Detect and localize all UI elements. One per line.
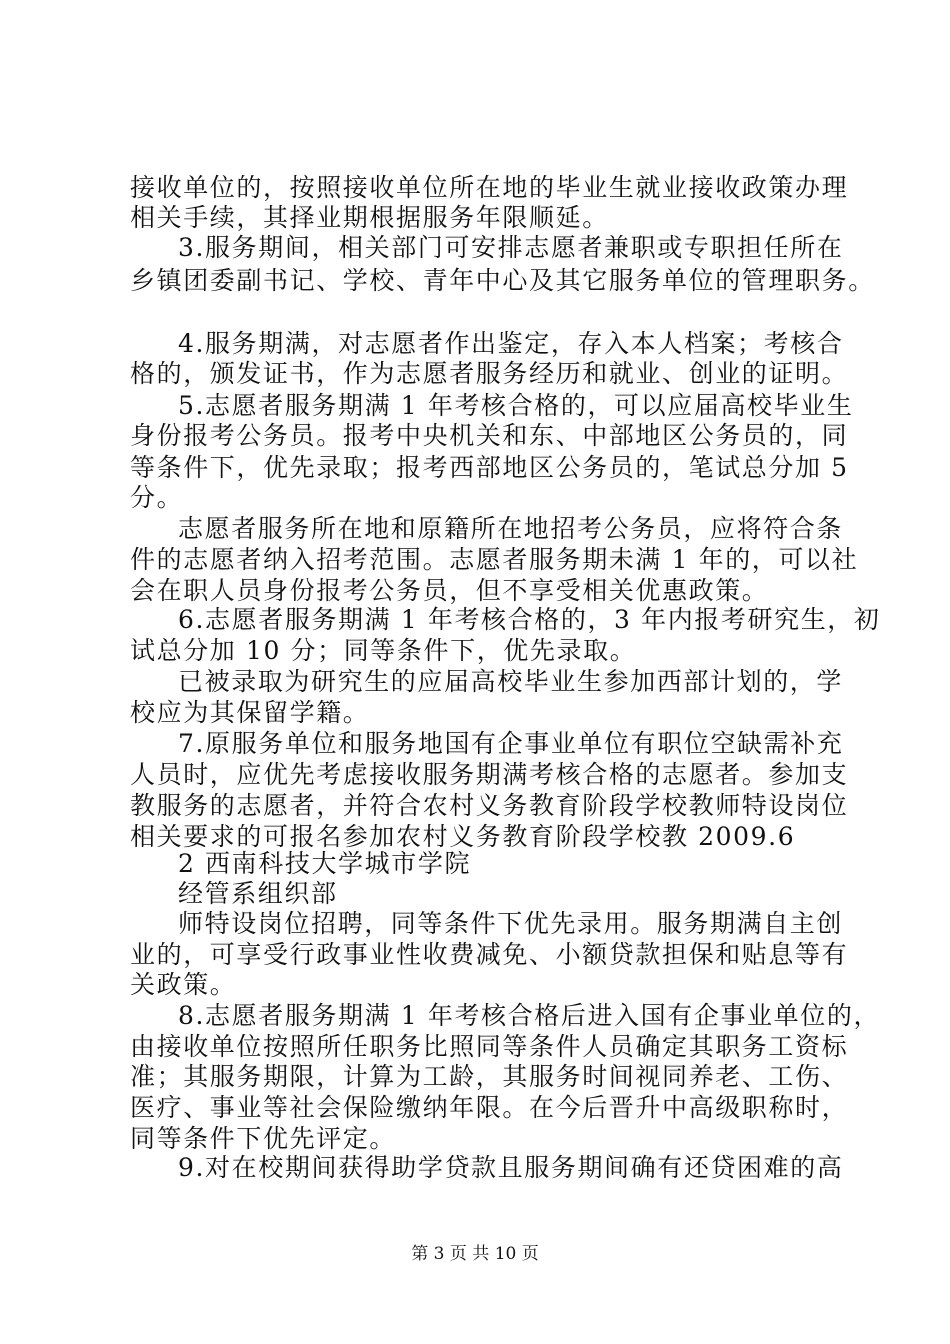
text-line: 志愿者服务所在地和原籍所在地招考公务员，应将符合条 (178, 514, 844, 543)
text-line: 已被录取为研究生的应届高校毕业生参加西部计划的，学 (178, 667, 844, 696)
text-line: 件的志愿者纳入招考范围。志愿者服务期未满 1 年的，可以社 (130, 545, 859, 574)
page-footer: 第 3 页 共 10 页 (411, 1244, 539, 1264)
text-line: 接收单位的，按照接收单位所在地的毕业生就业接收政策办理 (130, 173, 849, 202)
text-line: 医疗、事业等社会保险缴纳年限。在今后晋升中高级职称时， (130, 1093, 849, 1122)
text-line: 教服务的志愿者，并符合农村义务教育阶段学校教师特设岗位 (130, 791, 849, 820)
text-line: 准；其服务期限，计算为工龄，其服务时间视同养老、工伤、 (130, 1062, 849, 1091)
text-line: 分。 (130, 483, 184, 512)
text-line: 2 西南科技大学城市学院 (178, 849, 472, 878)
text-line: 格的，颁发证书，作为志愿者服务经历和就业、创业的证明。 (130, 359, 849, 388)
text-line: 师特设岗位招聘，同等条件下优先录用。服务期满自主创 (178, 909, 844, 938)
text-line: 经管系组织部 (178, 879, 338, 908)
text-line: 8.志愿者服务期满 1 年考核合格后进入国有企事业单位的， (178, 1001, 881, 1030)
text-line: 关政策。 (130, 970, 237, 999)
text-line: 身份报考公务员。报考中央机关和东、中部地区公务员的，同 (130, 421, 849, 450)
text-line: 9.对在校期间获得助学贷款且服务期间确有还贷困难的高 (178, 1153, 844, 1182)
text-line: 5.志愿者服务期满 1 年考核合格的，可以应届高校毕业生 (178, 391, 854, 420)
text-line: 3.服务期间，相关部门可安排志愿者兼职或专职担任所在 (178, 233, 844, 262)
text-line: 乡镇团委副书记、学校、青年中心及其它服务单位的管理职务。 (130, 266, 875, 295)
text-line: 4.服务期满，对志愿者作出鉴定，存入本人档案；考核合 (178, 329, 844, 358)
text-line: 相关手续，其择业期根据服务年限顺延。 (130, 203, 609, 232)
text-line: 人员时，应优先考虑接收服务期满考核合格的志愿者。参加支 (130, 760, 849, 789)
text-line: 校应为其保留学籍。 (130, 698, 370, 727)
text-line: 6.志愿者服务期满 1 年考核合格的，3 年内报考研究生，初 (178, 605, 881, 634)
text-line: 会在职人员身份报考公务员，但不享受相关优惠政策。 (130, 576, 769, 605)
text-line: 试总分加 10 分；同等条件下，优先录取。 (130, 636, 637, 665)
text-line: 同等条件下优先评定。 (130, 1124, 397, 1153)
text-line: 业的，可享受行政事业性收费减免、小额贷款担保和贴息等有 (130, 940, 849, 969)
text-line: 相关要求的可报名参加农村义务教育阶段学校教 2009.6 (130, 822, 796, 851)
text-line: 7.原服务单位和服务地国有企事业单位有职位空缺需补充 (178, 729, 844, 758)
text-line: 由接收单位按照所任职务比照同等条件人员确定其职务工资标 (130, 1032, 849, 1061)
text-line: 等条件下，优先录取；报考西部地区公务员的，笔试总分加 5 (130, 453, 849, 482)
